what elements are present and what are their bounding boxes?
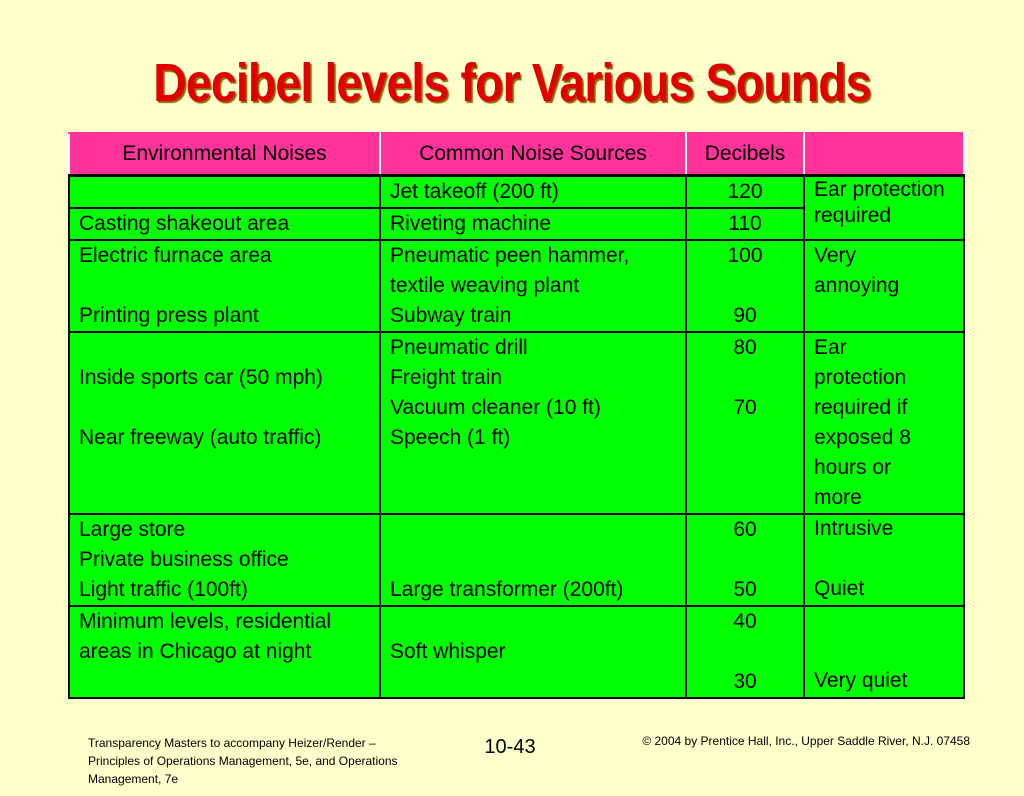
src-cell xyxy=(380,606,686,637)
env-cell: Light traffic (100ft) xyxy=(69,575,380,606)
effect-blank xyxy=(804,637,964,667)
table-row xyxy=(69,332,964,363)
db-cell: 50 xyxy=(686,575,804,606)
header-common-noise-sources: Common Noise Sources xyxy=(380,133,686,176)
effect-blank xyxy=(804,606,964,637)
src-cell xyxy=(380,453,686,483)
db-cell: 80 xyxy=(686,332,804,363)
env-cell: Electric furnace area xyxy=(69,240,380,271)
effect-ear-protection-exposed xyxy=(804,332,964,514)
env-cell: Minimum levels, residential xyxy=(69,606,380,637)
env-cell: Private business office xyxy=(69,545,380,575)
db-cell xyxy=(686,483,804,514)
src-cell: Large transformer (200ft) xyxy=(380,575,686,606)
env-cell: Inside sports car (50 mph) xyxy=(69,363,380,393)
slide-title: Decibel levels for Various Sounds xyxy=(153,53,871,113)
src-cell: Soft whisper xyxy=(380,637,686,667)
effect-intrusive: Intrusive xyxy=(804,514,964,545)
src-cell xyxy=(380,545,686,575)
db-cell xyxy=(686,363,804,393)
table-header-row xyxy=(69,133,964,176)
src-cell: Jet takeoff (200 ft) xyxy=(380,176,686,209)
effect-quiet: Quiet xyxy=(804,575,964,606)
src-cell: Speech (1 ft) xyxy=(380,423,686,453)
table-row xyxy=(69,667,964,698)
effect-ear-protection: Ear protection required xyxy=(804,176,964,241)
table-row xyxy=(69,545,964,575)
env-cell xyxy=(69,332,380,363)
db-cell: 60 xyxy=(686,514,804,545)
table-row xyxy=(69,176,964,209)
env-cell xyxy=(69,393,380,423)
env-cell xyxy=(69,483,380,514)
env-cell: Near freeway (auto traffic) xyxy=(69,423,380,453)
page-number: 10-43 xyxy=(484,736,536,758)
db-cell xyxy=(686,423,804,453)
src-cell: Freight train xyxy=(380,363,686,393)
header-decibels: Decibels xyxy=(686,133,804,176)
table-row xyxy=(69,606,964,637)
env-cell xyxy=(69,176,380,209)
header-environmental-noises: Environmental Noises xyxy=(69,133,380,176)
effect-very-quiet: Very quiet xyxy=(804,667,964,698)
env-cell: Large store xyxy=(69,514,380,545)
db-cell: 90 xyxy=(686,301,804,332)
db-cell: 120 xyxy=(686,176,804,209)
src-cell: Pneumatic peen hammer, xyxy=(380,240,686,271)
env-cell xyxy=(69,271,380,301)
db-cell: 70 xyxy=(686,393,804,423)
src-cell: Subway train xyxy=(380,301,686,332)
db-cell xyxy=(686,271,804,301)
src-cell: Pneumatic drill xyxy=(380,332,686,363)
table-row xyxy=(69,637,964,667)
db-cell: 100 xyxy=(686,240,804,271)
env-cell: Printing press plant xyxy=(69,301,380,332)
db-cell xyxy=(686,545,804,575)
src-cell xyxy=(380,483,686,514)
db-cell: 110 xyxy=(686,208,804,240)
effect-blank xyxy=(804,545,964,575)
db-cell xyxy=(686,637,804,667)
effect-very-annoying-text: Very annoying xyxy=(814,244,900,297)
src-cell: Riveting machine xyxy=(380,208,686,240)
env-cell xyxy=(69,667,380,698)
env-cell xyxy=(69,453,380,483)
effect-ear-protection-exposed-text: Ear protection required if exposed 8 hours or more xyxy=(814,336,911,509)
table-row xyxy=(69,514,964,545)
src-cell xyxy=(380,514,686,545)
header-effect xyxy=(804,133,964,176)
footer-copyright: © 2004 by Prentice Hall, Inc., Upper Saddle River, N.J. 07458 xyxy=(642,734,970,748)
src-cell: Vacuum cleaner (10 ft) xyxy=(380,393,686,423)
footer-attribution: Transparency Masters to accompany Heizer/Render – Principles of Operations Management, 5e, and Operations Management, 7e xyxy=(88,736,398,786)
decibel-table xyxy=(68,132,965,699)
db-cell: 30 xyxy=(686,667,804,698)
env-cell: areas in Chicago at night xyxy=(69,637,380,667)
src-cell: textile weaving plant xyxy=(380,271,686,301)
env-cell: Casting shakeout area xyxy=(69,208,380,240)
src-cell xyxy=(380,667,686,698)
table-row xyxy=(69,240,964,271)
table-row xyxy=(69,575,964,606)
db-cell: 40 xyxy=(686,606,804,637)
effect-very-annoying xyxy=(804,240,964,332)
db-cell xyxy=(686,453,804,483)
